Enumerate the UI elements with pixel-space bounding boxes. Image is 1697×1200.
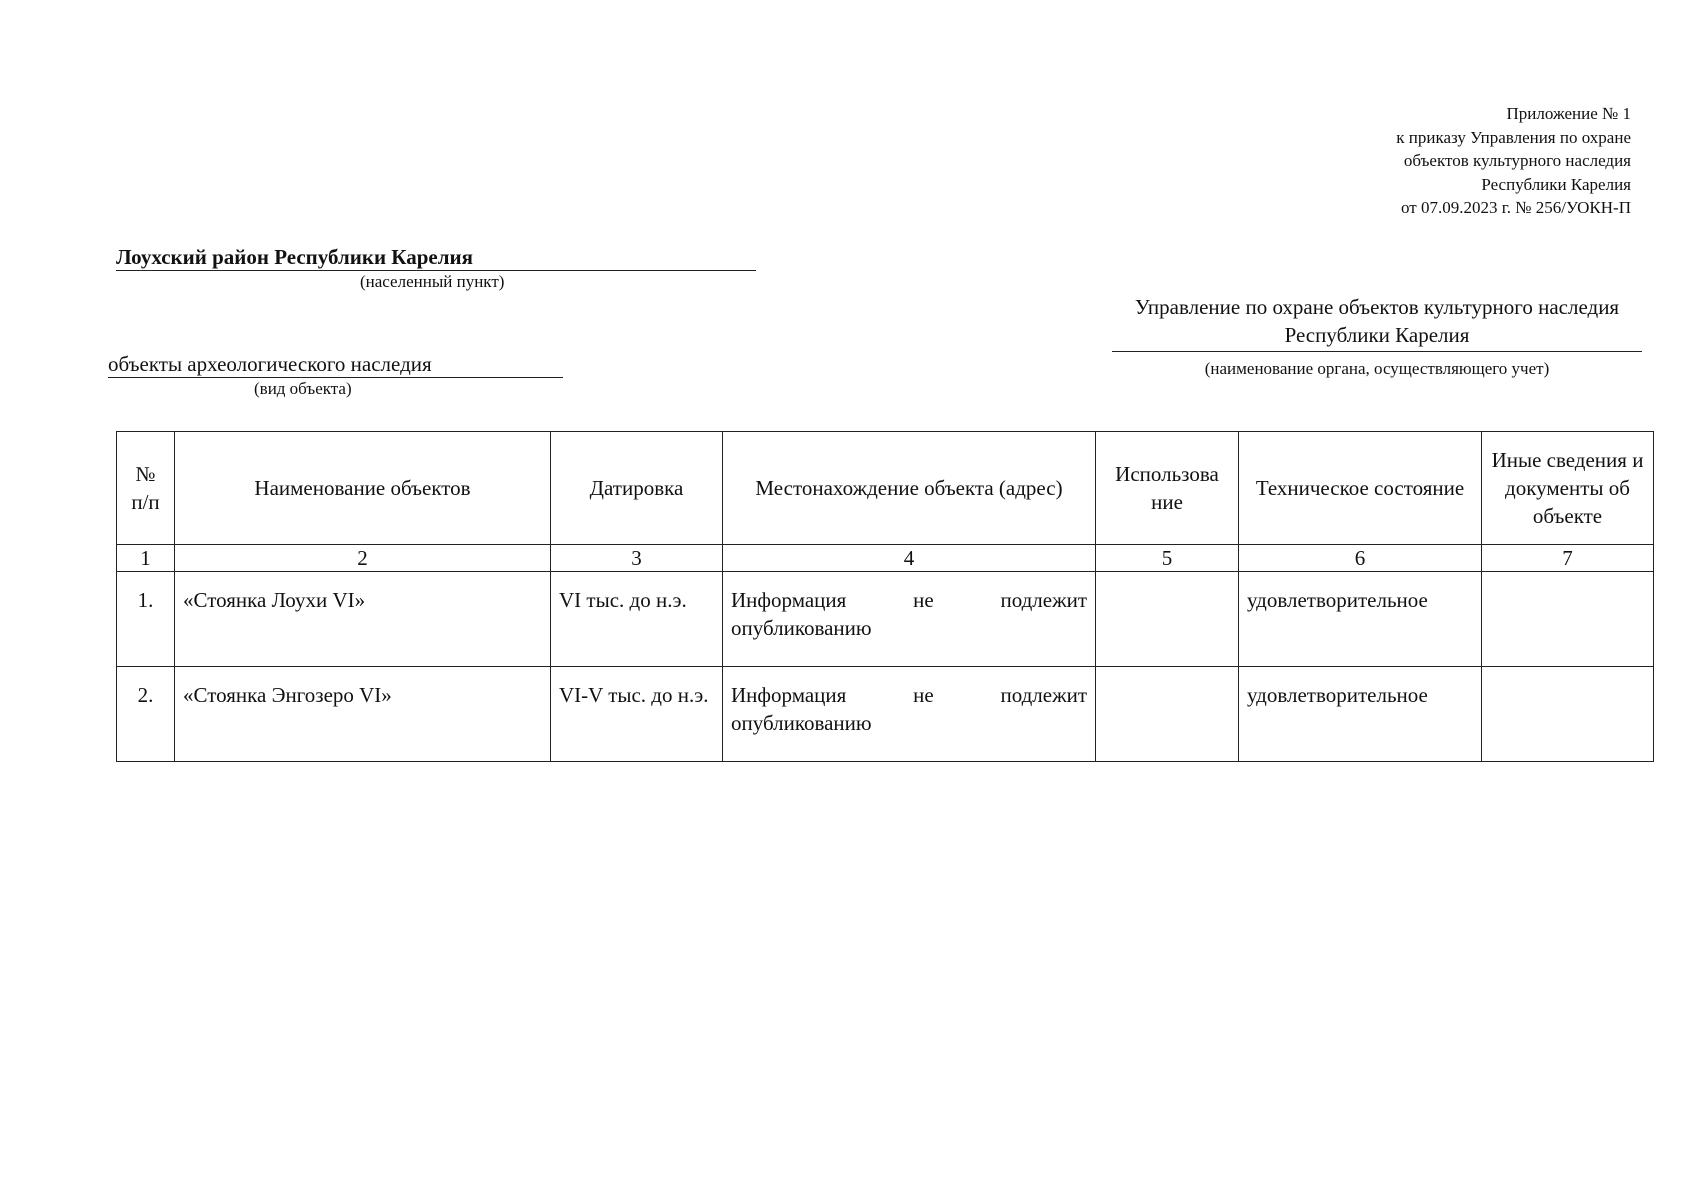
column-number: 3 xyxy=(551,545,723,572)
object-dating: VI тыс. до н.э. xyxy=(551,572,723,667)
location-line: опубликованию xyxy=(731,711,872,735)
table-header-row xyxy=(117,432,1654,545)
object-kind-caption: (вид объекта) xyxy=(254,379,352,398)
column-number: 2 xyxy=(175,545,551,572)
column-number: 6 xyxy=(1239,545,1482,572)
location-word: подлежит xyxy=(1000,683,1087,707)
column-number: 7 xyxy=(1482,545,1654,572)
object-location xyxy=(723,572,1096,667)
object-name: «Стоянка Лоухи VI» xyxy=(175,572,551,667)
appendix-block xyxy=(1396,102,1631,220)
settlement-field xyxy=(116,244,756,292)
location-word: подлежит xyxy=(1000,588,1087,612)
column-number: 5 xyxy=(1096,545,1239,572)
row-number: 1. xyxy=(117,572,175,667)
object-kind-field xyxy=(108,351,563,399)
location-word: Информация xyxy=(731,683,847,707)
settlement-value: Лоухский район Республики Карелия xyxy=(116,244,756,271)
appendix-line: Республики Карелия xyxy=(1481,174,1631,194)
column-number: 1 xyxy=(117,545,175,572)
object-kind-value: объекты археологического наследия xyxy=(108,351,563,378)
location-word: Информация xyxy=(731,588,847,612)
appendix-line: от 07.09.2023 г. № 256/УОКН-П xyxy=(1401,198,1631,217)
settlement-caption: (населенный пункт) xyxy=(360,272,505,291)
registry-table xyxy=(116,431,1654,762)
header-cell: № п/п xyxy=(117,432,175,545)
object-dating: VI-V тыс. до н.э. xyxy=(551,667,723,762)
location-word: не xyxy=(913,588,934,612)
object-usage xyxy=(1096,572,1239,667)
location-word: не xyxy=(913,683,934,707)
header-cell: Местонахождение объекта (адрес) xyxy=(723,432,1096,545)
appendix-line: Приложение № 1 xyxy=(1506,104,1631,123)
header-cell: Использова ние xyxy=(1096,432,1239,545)
organ-caption: (наименование органа, осуществляющего учет) xyxy=(1204,359,1550,378)
object-other-info xyxy=(1482,572,1654,667)
appendix-line: к приказу Управления по охране xyxy=(1396,127,1631,147)
object-condition: удовлетворительное xyxy=(1239,572,1482,667)
header-cell: Иные сведения и документы об объекте xyxy=(1482,432,1654,545)
object-other-info xyxy=(1482,667,1654,762)
appendix-line: объектов культурного наследия xyxy=(1403,151,1631,170)
object-usage xyxy=(1096,667,1239,762)
column-number: 4 xyxy=(723,545,1096,572)
organ-value: Управление по охране объектов культурного наследия Республики Карелия xyxy=(1112,293,1642,352)
object-condition: удовлетворительное xyxy=(1239,667,1482,762)
header-cell: Техническое состояние xyxy=(1239,432,1482,545)
table-row xyxy=(117,572,1654,667)
location-line: опубликованию xyxy=(731,616,872,640)
column-number-row xyxy=(117,545,1654,572)
object-location xyxy=(723,667,1096,762)
row-number: 2. xyxy=(117,667,175,762)
location-line xyxy=(731,681,1087,709)
table-row xyxy=(117,667,1654,762)
organ-field xyxy=(1112,293,1642,379)
header-cell: Датировка xyxy=(551,432,723,545)
header-cell: Наименование объектов xyxy=(175,432,551,545)
object-name: «Стоянка Энгозеро VI» xyxy=(175,667,551,762)
location-line xyxy=(731,586,1087,614)
